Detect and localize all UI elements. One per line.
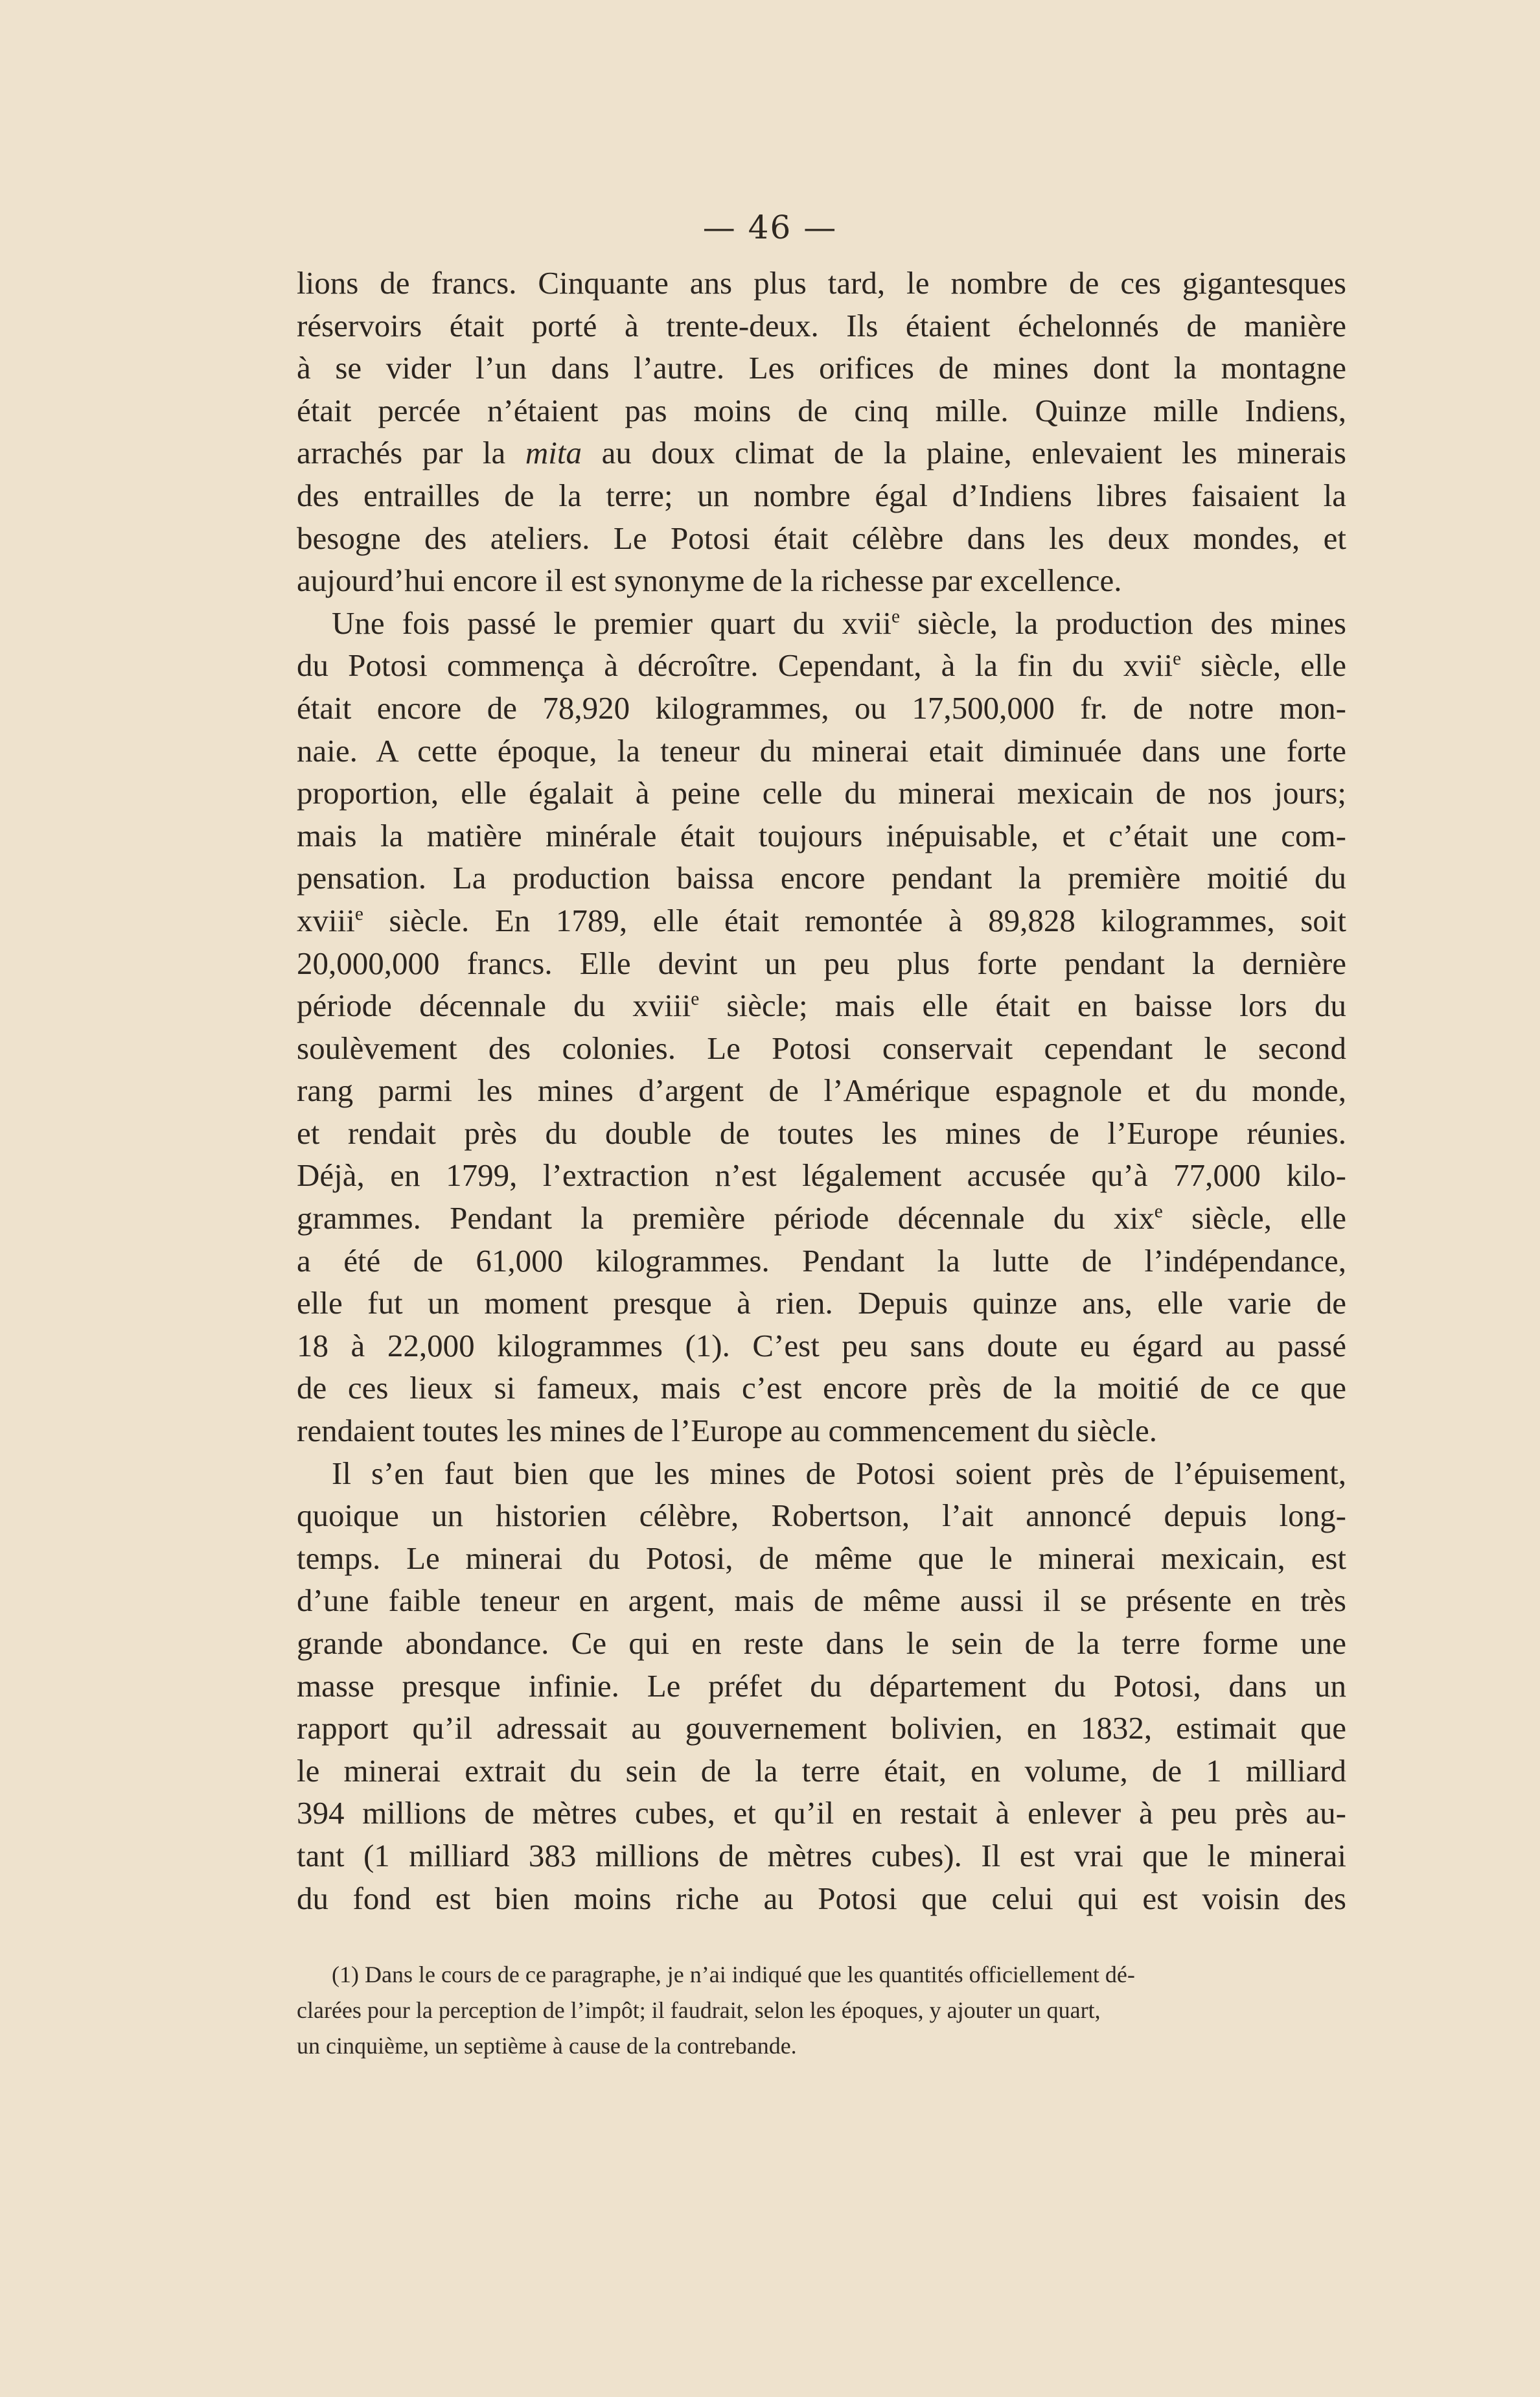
text-line: et rendait près du double de toutes les mines de l’Europe réunies. — [297, 1115, 1346, 1151]
text-segment: Une fois passé le premier quart du xvii — [332, 605, 892, 641]
text-line: lions de francs. Cinquante ans plus tard, le nombre de ces gigantesques — [297, 265, 1346, 301]
text-segment: du Potosi commença à décroître. Cependant, à la fin du xvii — [297, 647, 1173, 684]
italic-term: mita — [525, 435, 582, 471]
text-line: aujourd’hui encore il est synonyme de la richesse par excellence. — [297, 562, 1122, 599]
text-line — [297, 644, 1346, 687]
superscript: e — [1173, 649, 1182, 670]
text-segment: au doux climat de la plaine, enlevaient les minerais — [582, 435, 1346, 471]
text-line — [297, 1197, 1346, 1240]
text-line: temps. Le minerai du Potosi, de même que le minerai mexicain, est — [297, 1540, 1346, 1576]
text-line: des entrailles de la terre; un nombre égal d’Indiens libres faisaient la — [297, 477, 1346, 513]
text-line: mais la matière minérale était toujours inépuisable, et c’était une com- — [297, 817, 1346, 853]
text-line: Il s’en faut bien que les mines de Potosi soient près de l’épuisement, — [332, 1455, 1346, 1491]
text-line: était encore de 78,920 kilogrammes, ou 17,500,000 fr. de notre mon- — [297, 689, 1346, 726]
text-segment: siècle, la production des mines — [900, 605, 1347, 641]
text-line: réservoirs était porté à trente-deux. Ils étaient échelonnés de manière — [297, 307, 1346, 343]
text-line — [297, 899, 1346, 942]
text-segment: période décennale du xviii — [297, 988, 691, 1024]
text-line: d’une faible teneur en argent, mais de même aussi il se présente en très — [297, 1582, 1346, 1619]
text-line: proportion, elle égalait à peine celle du minerai mexicain de nos jours; — [297, 775, 1346, 811]
footnote-line: (1) Dans le cours de ce paragraphe, je n’ai indiqué que les quantités officiellement dé- — [332, 1962, 1135, 1987]
text-line: a été de 61,000 kilogrammes. Pendant la lutte de l’indépendance, — [297, 1242, 1346, 1279]
text-line: 18 à 22,000 kilogrammes (1). C’est peu sans doute eu égard au passé — [297, 1327, 1346, 1363]
superscript: e — [891, 606, 901, 627]
superscript: e — [691, 988, 700, 1010]
text-line: 394 millions de mètres cubes, et qu’il en restait à enlever à peu près au- — [297, 1795, 1346, 1831]
text-segment: siècle; mais elle était en baisse lors du — [699, 988, 1346, 1024]
text-segment: grammes. Pendant la première période décennale du xix — [297, 1200, 1155, 1236]
main-text — [297, 262, 1346, 1919]
text-line: 20,000,000 francs. Elle devint un peu plus forte pendant la dernière — [297, 945, 1346, 981]
text-line: de ces lieux si fameux, mais c’est encore près de la moitié de ce que — [297, 1370, 1346, 1406]
footnote — [297, 1957, 1346, 2064]
text-line: tant (1 milliard 383 millions de mètres cubes). Il est vrai que le minerai — [297, 1837, 1346, 1873]
page-number: — 46 — — [702, 209, 838, 246]
text-line: rapport qu’il adressait au gouvernement bolivien, en 1832, estimait que — [297, 1710, 1346, 1746]
text-segment: xviii — [297, 902, 355, 938]
text-line — [297, 984, 1346, 1027]
text-segment: siècle. En 1789, elle était remontée à 89,828 kilogrammes, soit — [363, 902, 1346, 938]
text-line: grande abondance. Ce qui en reste dans le sein de la terre forme une — [297, 1625, 1346, 1661]
text-line: du fond est bien moins riche au Potosi que celui qui est voisin des — [297, 1880, 1346, 1916]
text-line — [297, 432, 1346, 474]
text-line: à se vider l’un dans l’autre. Les orifices de mines dont la montagne — [297, 350, 1346, 386]
superscript: e — [354, 903, 363, 925]
footnote-line: clarées pour la perception de l’impôt; il faudrait, selon les époques, y ajouter un quart, — [297, 1997, 1101, 2023]
text-segment: siècle, elle — [1181, 647, 1346, 684]
text-line: le minerai extrait du sein de la terre était, en volume, de 1 milliard — [297, 1752, 1346, 1789]
superscript: e — [1154, 1201, 1163, 1222]
text-line: rendaient toutes les mines de l’Europe au commencement du siècle. — [297, 1413, 1157, 1449]
text-line: masse presque infinie. Le préfet du département du Potosi, dans un — [297, 1667, 1346, 1704]
text-line — [297, 602, 1346, 645]
text-line: besogne des ateliers. Le Potosi était célèbre dans les deux mondes, et — [297, 520, 1346, 556]
text-line: naie. A cette époque, la teneur du minerai etait diminuée dans une forte — [297, 732, 1346, 769]
text-line: était percée n’étaient pas moins de cinq mille. Quinze mille Indiens, — [297, 392, 1346, 428]
footnote-line: un cinquième, un septième à cause de la contrebande. — [297, 2033, 797, 2059]
text-line: rang parmi les mines d’argent de l’Amérique espagnole et du monde, — [297, 1072, 1346, 1109]
text-line: pensation. La production baissa encore pendant la première moitié du — [297, 860, 1346, 896]
text-segment: siècle, elle — [1162, 1200, 1346, 1236]
text-line: quoique un historien célèbre, Robertson, l’ait annoncé depuis long- — [297, 1498, 1346, 1534]
text-segment: arrachés par la — [297, 435, 525, 471]
text-line: soulèvement des colonies. Le Potosi conservait cependant le second — [297, 1030, 1346, 1066]
text-line: elle fut un moment presque à rien. Depuis quinze ans, elle varie de — [297, 1285, 1346, 1321]
text-line: Déjà, en 1799, l’extraction n’est légalement accusée qu’à 77,000 kilo- — [297, 1157, 1346, 1194]
